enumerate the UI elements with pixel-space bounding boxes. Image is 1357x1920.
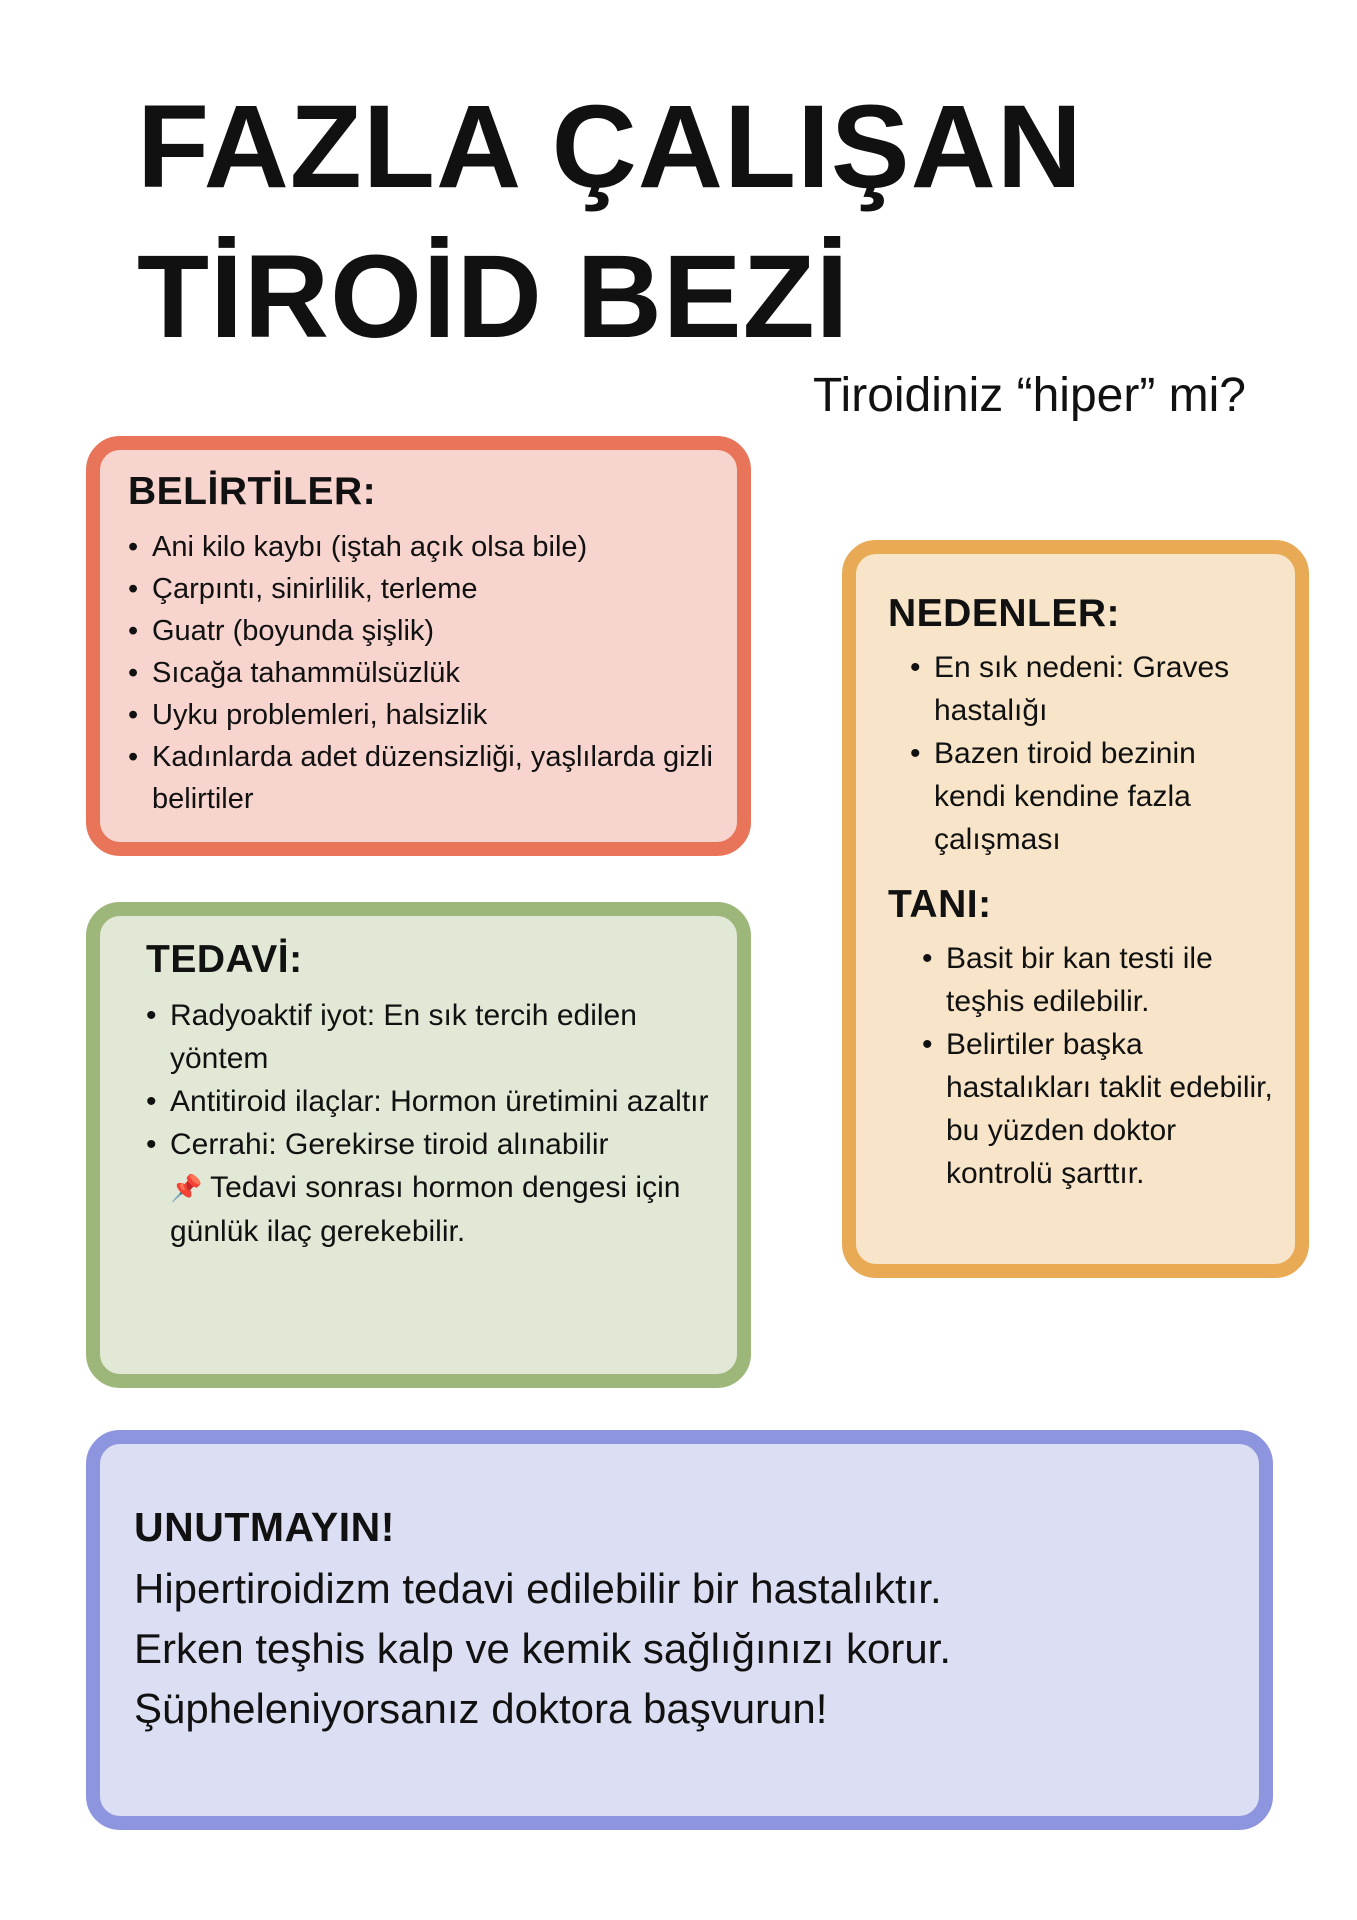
symptoms-card	[86, 436, 751, 856]
list-item: • Bazen tiroid bezinin kendi kendine fazla çalışması	[910, 732, 1275, 861]
diagnosis-list	[888, 937, 1275, 1195]
causes-diagnosis-card	[842, 540, 1309, 1278]
treatment-note: Tedavi sonrası hormon dengesi için günlük ilaç gerekebilir.	[170, 1171, 681, 1248]
reminder-line: Hipertiroidizm tedavi edilebilir bir hastalıktır.	[134, 1565, 942, 1612]
list-item: • Ani kilo kaybı (iştah açık olsa bile)	[128, 526, 717, 568]
list-item: • En sık nedeni: Graves hastalığı	[910, 646, 1275, 732]
pushpin-icon: 📌	[170, 1173, 203, 1203]
causes-heading: NEDENLER:	[888, 592, 1121, 635]
list-item	[146, 1123, 717, 1253]
list-item: • Guatr (boyunda şişlik)	[128, 610, 717, 652]
list-item: • Antitiroid ilaçlar: Hormon üretimini azaltır	[146, 1080, 717, 1123]
causes-list	[888, 646, 1275, 861]
list-item: • Çarpıntı, sinirlilik, terleme	[128, 568, 717, 610]
symptoms-heading: BELİRTİLER:	[128, 470, 377, 513]
page-title-line-1: FAZLA ÇALIŞAN	[137, 81, 1083, 213]
diagnosis-heading: TANI:	[888, 883, 992, 926]
treatment-heading: TEDAVİ:	[146, 938, 303, 981]
list-item: • Uyku problemleri, halsizlik	[128, 694, 717, 736]
symptoms-list	[128, 526, 717, 820]
treatment-card	[86, 902, 751, 1388]
list-item: • Kadınlarda adet düzensizliği, yaşlılarda gizli belirtiler	[128, 736, 717, 820]
reminder-line: Erken teşhis kalp ve kemik sağlığınızı korur.	[134, 1625, 952, 1672]
list-item: • Sıcağa tahammülsüzlük	[128, 652, 717, 694]
subtitle: Tiroidiniz “hiper” mi?	[813, 369, 1246, 422]
list-item: • Radyoaktif iyot: En sık tercih edilen yöntem	[146, 994, 717, 1080]
reminder-card	[86, 1430, 1273, 1830]
list-item-text: Cerrahi: Gerekirse tiroid alınabilir	[170, 1128, 609, 1161]
list-item: • Belirtiler başka hastalıkları taklit edebilir, bu yüzden doktor kontrolü şarttır.	[922, 1023, 1275, 1195]
treatment-list	[146, 994, 717, 1253]
reminder-line: Şüpheleniyorsanız doktora başvurun!	[134, 1685, 828, 1732]
list-item: • Basit bir kan testi ile teşhis edilebilir.	[922, 937, 1275, 1023]
reminder-heading: UNUTMAYIN!	[134, 1504, 395, 1550]
page-title	[137, 72, 1083, 372]
page-title-line-2: TİROİD BEZİ	[137, 231, 850, 363]
